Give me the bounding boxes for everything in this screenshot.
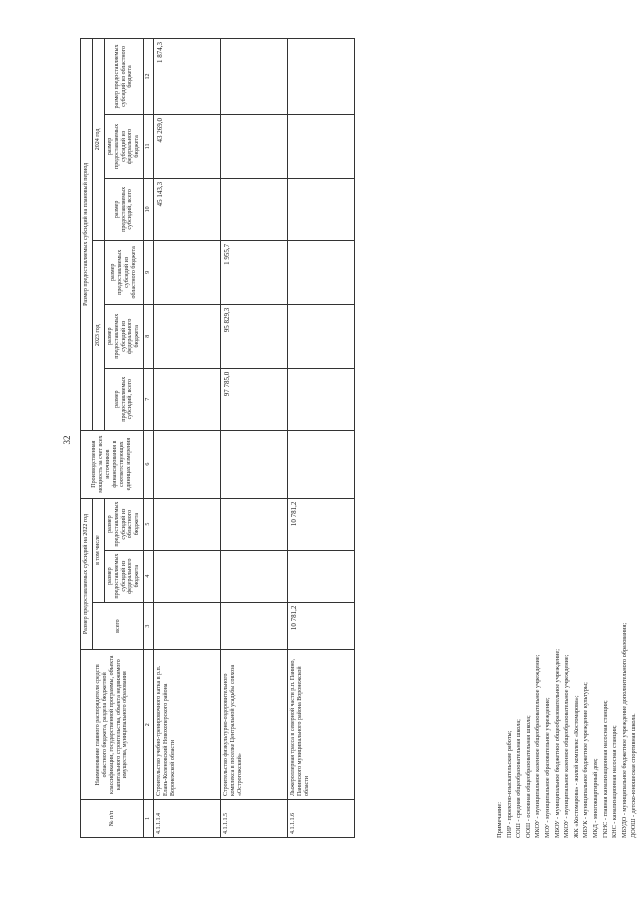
col-number: 10 — [144, 178, 154, 240]
cell-fed-2023 — [154, 304, 221, 368]
row-num: 4.1.1.1.5 — [221, 800, 288, 838]
cell-total-2023 — [288, 368, 355, 430]
subsidy-table — [80, 38, 355, 838]
note-line: ГКНС - главная канализационная насосная станция; — [601, 700, 609, 838]
cell-total-2024 — [288, 178, 355, 240]
col-number: 7 — [144, 368, 154, 430]
header-2024-reg: размер предоставляемых субсидий из областного бюджета — [104, 39, 143, 115]
cell-fed-2024 — [288, 114, 355, 178]
header-2024-fed: размер предоставляемых субсидий из федерального бюджета — [104, 114, 143, 178]
header-2023-reg: размер предоставляемых субсидий из областного бюджета — [104, 240, 143, 304]
rotated-document-page — [40, 30, 638, 850]
cell-capacity — [288, 430, 355, 498]
cell-reg-2024: 1 874,3 — [154, 39, 221, 115]
cell-fed-2022 — [154, 550, 221, 602]
cell-capacity — [154, 430, 221, 498]
row-name: Строительство физкультурно-оздоровительного комплекса в поселке Центральной усадьбы совхоза «Острогожский» — [221, 650, 288, 800]
cell-total-2024: 45 143,3 — [154, 178, 221, 240]
table-row — [221, 39, 288, 838]
table-row — [288, 39, 355, 838]
cell-fed-2024 — [221, 114, 288, 178]
header-2023-total: размер предоставляемых субсидий, всего — [104, 368, 143, 430]
row-name: Лыжероллерная трасса в северной части р.п. Панино, Панинского муниципального района Воронежской области — [288, 650, 355, 800]
row-num: 4.1.1.1.6 — [288, 800, 355, 838]
cell-fed-2022 — [288, 550, 355, 602]
header-fed-share: размер предоставляемых субсидий из федерального бюджета — [104, 550, 143, 602]
note-line: СОШ - средняя общеобразовательная школа; — [515, 719, 523, 838]
cell-capacity — [221, 430, 288, 498]
note-line: МКОУ - муниципальное казенное общеобразовательное учреждение; — [563, 654, 571, 838]
cell-reg-2022 — [221, 498, 288, 550]
cell-reg-2022: 10 781,2 — [288, 498, 355, 550]
cell-reg-2024 — [221, 39, 288, 115]
table-row — [154, 39, 221, 838]
col-number: 6 — [144, 430, 154, 498]
header-year-2024: 2024 год — [92, 39, 104, 241]
col-number: 8 — [144, 304, 154, 368]
cell-fed-2022 — [221, 550, 288, 602]
cell-total-2022 — [154, 602, 221, 650]
notes-title: Примечание: — [496, 801, 503, 838]
header-name: Наименование главного распорядителя средств областного бюджета, раздела бюджетной классификации, государственной программы, объекта капитального строительства, объекта недвижимого имущества, муниципального образования — [81, 650, 144, 800]
page-number: 32 — [62, 435, 72, 445]
header-total: всего — [92, 602, 143, 650]
cell-total-2022: 10 781,2 — [288, 602, 355, 650]
row-name: Строительство учебно-тренировочного катка в р.п. Елань-Коленовский Новохоперского района Воронежской области — [154, 650, 221, 800]
col-number: 5 — [144, 498, 154, 550]
cell-reg-2022 — [154, 498, 221, 550]
header-reg-share: размер предоставляемых субсидий из областного бюджета — [104, 498, 143, 550]
cell-fed-2023 — [288, 304, 355, 368]
header-year-2023: 2023 год — [92, 240, 104, 430]
notes-block — [495, 58, 639, 838]
note-line: МБУК - муниципальное бюджетное учреждение культуры; — [582, 682, 590, 838]
cell-total-2023 — [154, 368, 221, 430]
header-2023-fed: размер предоставляемых субсидий из федерального бюджета — [104, 304, 143, 368]
col-number: 3 — [144, 602, 154, 650]
cell-fed-2024: 43 269,0 — [154, 114, 221, 178]
cell-reg-2023 — [288, 240, 355, 304]
note-line: МОУ - муниципальное образовательное учреждение; — [543, 697, 551, 838]
cell-fed-2023: 95 829,3 — [221, 304, 288, 368]
col-number: 9 — [144, 240, 154, 304]
cell-reg-2024 — [288, 39, 355, 115]
cell-total-2024 — [221, 178, 288, 240]
cell-total-2022 — [221, 602, 288, 650]
header-num: № п/п — [81, 800, 144, 838]
note-line: КНС - канализационная насосная станция; — [611, 725, 619, 838]
header-capacity: Производственная мощность за счет всех источников финансирования в соответствующих единицах измерения — [81, 430, 144, 498]
col-number: 11 — [144, 114, 154, 178]
row-num: 4.1.1.1.4 — [154, 800, 221, 838]
note-line: ООШ - основная общеобразовательная школа; — [524, 715, 532, 838]
col-number: 4 — [144, 550, 154, 602]
note-line: МБОУ - муниципальное бюджетное общеобразовательное учреждение; — [553, 649, 561, 838]
col-number: 12 — [144, 39, 154, 115]
header-subsidies-2022: Размер предоставляемых субсидий на 2022 год — [81, 498, 93, 650]
col-number: 2 — [144, 650, 154, 800]
cell-total-2023: 97 785,0 — [221, 368, 288, 430]
cell-reg-2023: 1 955,7 — [221, 240, 288, 304]
note-line: ЖК «Костомарова» - жилой комплекс «Костомарова»; — [572, 695, 580, 838]
col-number: 1 — [144, 800, 154, 838]
cell-reg-2023 — [154, 240, 221, 304]
header-2024-total: размер предоставляемых субсидий, всего — [104, 178, 143, 240]
header-subsidies-period: Размер предоставляемых субсидий на плановый период — [81, 39, 93, 431]
header-including: в том числе — [92, 498, 104, 602]
note-line: ПИР - проектно-изыскательские работы; — [505, 730, 513, 838]
note-line: МКД - многоквартирный дом; — [591, 758, 599, 838]
note-line: МБУДО - муниципальное бюджетное учреждение дополнительного образования; — [620, 622, 628, 838]
note-line: ДООШ - детско-юношеская спортивная школа. — [630, 713, 638, 838]
note-line: МКОУ - муниципальное казенное общеобразовательное учреждение; — [534, 654, 542, 838]
